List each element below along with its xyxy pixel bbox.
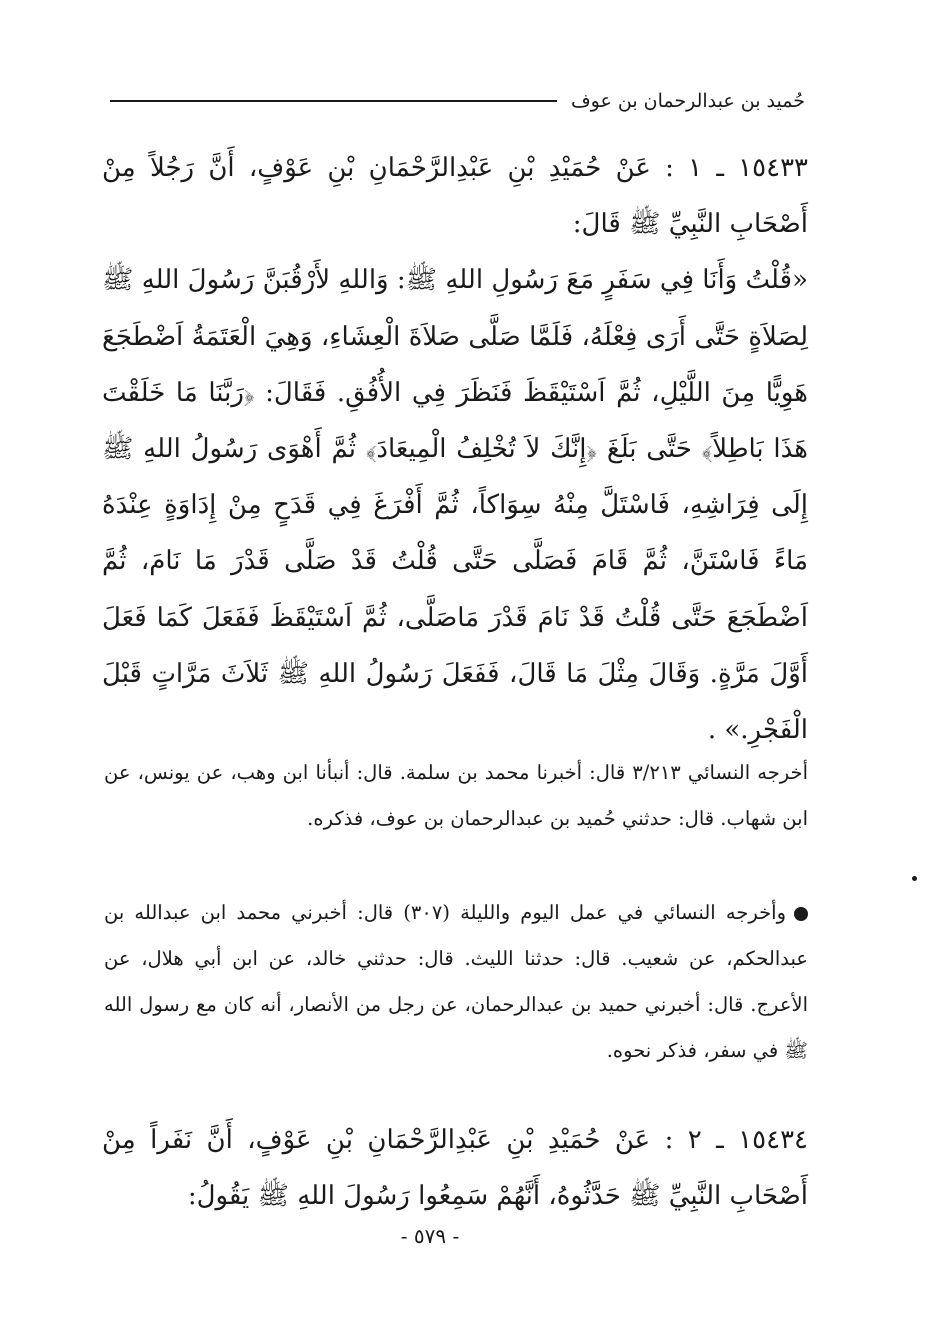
takhrij-text: وأخرجه النسائي في عمل اليوم والليلة (٣٠٧) قال: أخبرني محمد ابن عبدالله بن عبدالحكم، عن شعيب. قال: حدثنا الليث. قال: حدثني خالد، عن ابن أبي هلال، عن الأعرج. قال: أخبرني حميد بن عبدالرحمان، عن رجل من الأنصار، أنه كان مع رسول الله ﷺ في سفر، فذكر نحوه. — [104, 901, 808, 1062]
bullet-icon — [794, 907, 808, 921]
hadith-number: ١٥٤٣٤ ـ ٢ : — [664, 1125, 808, 1155]
hadith-intro — [102, 140, 808, 252]
takhrij-note-2 — [104, 890, 808, 1074]
takhrij-paragraph — [104, 890, 808, 1074]
page-number: - ٥٧٩ - — [400, 1224, 460, 1248]
hadith-text: «قُلْتُ وَأَنَا فِي سَفَرٍ مَعَ رَسُولِ اللهِ ﷺ: وَاللهِ لأَرْقُبَنَّ رَسُولَ اللهِ ﷺ لِصَلاَةٍ حَتَّى أَرَى فِعْلَهُ، فَلَمَّا صَلَّى صَلاَةَ الْعِشَاءِ، وَهِيَ الْعَتَمَةُ اَضْطَجَعَ هَوِيًّا مِنَ اللَّيْلِ، ثُمَّ اَسْتَيْقَظَ فَنَظَرَ فِي الأُفُقِ. فَقَالَ: ﴿رَبَّنَا مَا خَلَقْتَ هَذَا بَاطِلاً﴾ حَتَّى بَلَغَ ﴿إِنَّكَ لاَ تُخْلِفُ الْمِيعَادَ﴾ ثُمَّ أَهْوَى رَسُولُ اللهِ ﷺ إِلَى فِرَاشِهِ، فَاسْتَلَّ مِنْهُ سِوَاكاً، ثُمَّ أَفْرَغَ فِي قَدَحٍ مِنْ إِدَاوَةٍ عِنْدَهُ مَاءً فَاسْتَنَّ، ثُمَّ قَامَ فَصَلَّى حَتَّى قُلْتُ قَدْ صَلَّى قَدْرَ مَا نَامَ، ثُمَّ اَضْطَجَعَ حَتَّى قُلْتُ قَدْ نَامَ قَدْرَ مَاصَلَّى، ثُمَّ اَسْتَيْقَظَ فَفَعَلَ كَمَا فَعَلَ أَوَّلَ مَرَّةٍ. وَقَالَ مِثْلَ مَا قَالَ، فَفَعَلَ رَسُولُ اللهِ ﷺ ثَلاَثَ مَرَّاتٍ قَبْلَ الْفَجْرِ.» . — [102, 265, 808, 746]
margin-dot — [912, 876, 917, 881]
running-header — [110, 86, 805, 116]
running-title: حُميد بن عبدالرحمان بن عوف — [570, 90, 805, 112]
takhrij-note-1 — [104, 750, 808, 842]
hadith-15433 — [102, 140, 808, 758]
hadith-15434 — [102, 1112, 808, 1224]
hadith-intro — [102, 1112, 808, 1224]
hadith-number: ١٥٤٣٣ ـ ١ : — [665, 153, 808, 183]
hadith-intro-text: عَنْ حُمَيْدِ بْنِ عَبْدِالرَّحْمَانِ بْنِ عَوْفٍ، أَنَّ رَجُلاً مِنْ أَصْحَابِ النَّبِيِّ ﷺ قَالَ: — [102, 153, 808, 240]
hadith-intro-text: عَنْ حُمَيْدِ بْنِ عَبْدِالرَّحْمَانِ بْنِ عَوْفٍ، أَنَّ نَفَراً مِنْ أَصْحَابِ النَّبِيِّ ﷺ حَدَّثُوهُ، أَنَّهُمْ سَمِعُوا رَسُولَ اللهِ ﷺ يَقُولُ: — [102, 1125, 808, 1211]
takhrij-text: أخرجه النسائي ٣/٢١٣ قال: أخبرنا محمد بن سلمة. قال: أنبأنا ابن وهب، عن يونس، عن ابن شهاب. قال: حدثني حُميد بن عبدالرحمان بن عوف، فذكره. — [104, 761, 808, 830]
header-rule — [110, 100, 557, 102]
